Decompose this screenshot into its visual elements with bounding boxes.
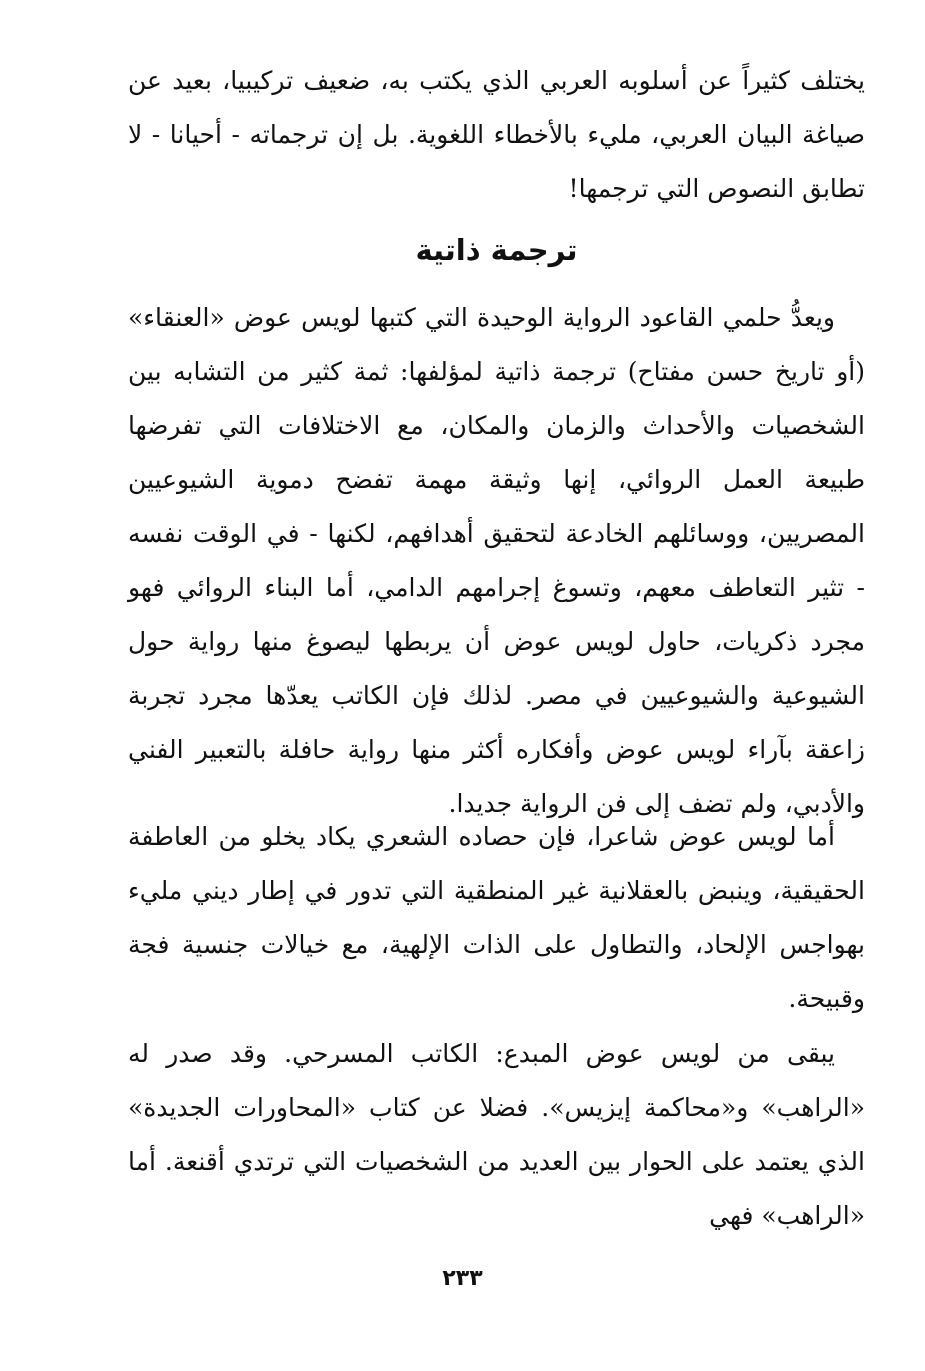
intro-paragraph-text: يختلف كثيراً عن أسلوبه العربي الذي يكتب به، ضعيف تركيبيا، بعيد عن صياغة البيان العربي، مليء بالأخطاء اللغوية. بل إن ترجماته - أحيانا - لا تطابق النصوص التي ترجمها! [128, 66, 865, 203]
intro-paragraph [128, 54, 865, 216]
paragraph-theatre [128, 1027, 865, 1243]
paragraph-poetry [128, 810, 865, 1026]
section-heading: ترجمة ذاتية [415, 233, 578, 267]
page-number: ٢٣٣ [442, 1266, 483, 1291]
paragraph-novel-text: ويعدُّ حلمي القاعود الرواية الوحيدة التي كتبها لويس عوض «العنقاء» (أو تاريخ حسن مفتاح) ترجمة ذاتية لمؤلفها: ثمة كثير من التشابه بين الشخصيات والأحداث والزمان والمكان، مع الاختلافات التي تفرضها طبيعة العمل الروائي، إنها وثيقة مهمة تفضح دموية الشيوعيين المصريين، ووسائلهم الخادعة لتحقيق أهدافهم، لكنها - في الوقت نفسه - تثير التعاطف معهم، وتسوغ إجرامهم الدامي، أما البناء الروائي فهو مجرد ذكريات، حاول لويس عوض أن يربطها ليصوغ منها رواية حول الشيوعية والشيوعيين في مصر. لذلك فإن الكاتب يعدّها مجرد تجربة زاعقة بآراء لويس عوض وأفكاره أكثر منها رواية حافلة بالتعبير الفني والأدبي، ولم تضف إلى فن الرواية جديدا. [128, 303, 865, 818]
paragraph-theatre-text: يبقى من لويس عوض المبدع: الكاتب المسرحي. وقد صدر له «الراهب» و«محاكمة إيزيس». فضلا عن كتاب «المحاورات الجديدة» الذي يعتمد على الحوار بين العديد من الشخصيات التي ترتدي أقنعة. أما «الراهب» فهي [128, 1039, 866, 1230]
paragraph-novel [128, 291, 865, 831]
paragraph-poetry-text: أما لويس عوض شاعرا، فإن حصاده الشعري يكاد يخلو من العاطفة الحقيقية، وينبض بالعقلانية غير المنطقية التي تدور في إطار ديني مليء بهواجس الإلحاد، والتطاول على الذات الإلهية، مع خيالات جنسية فجة وقبيحة. [128, 822, 865, 1013]
